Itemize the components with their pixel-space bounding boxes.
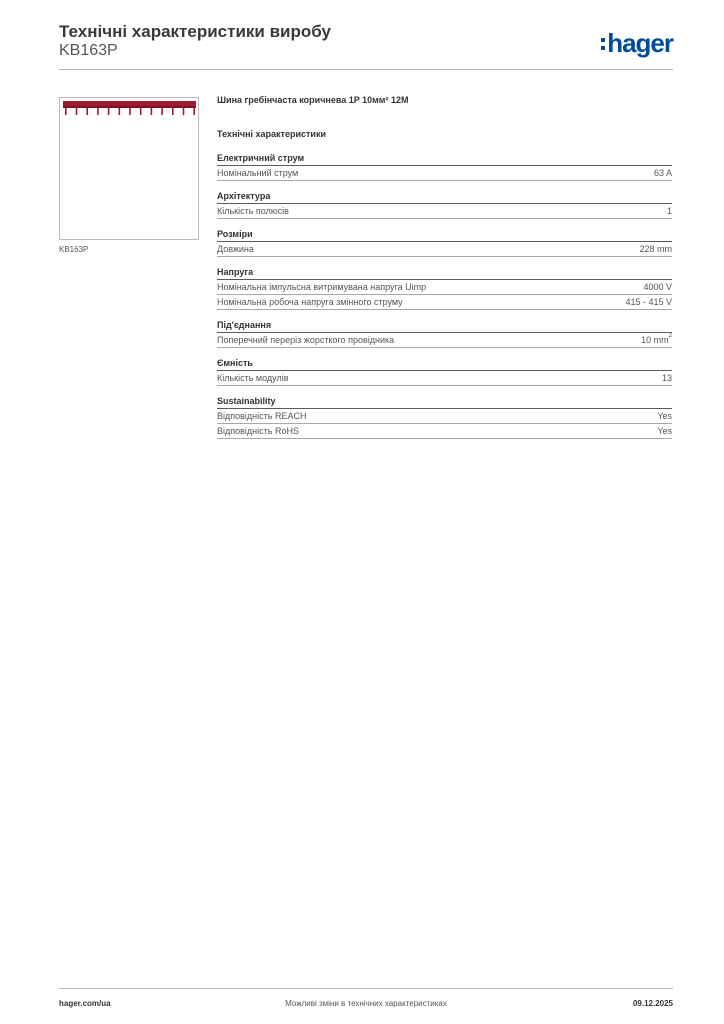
- spec-row: [217, 242, 672, 257]
- spec-value-text: 228 mm: [639, 244, 672, 254]
- spec-value-text: 415 - 415 V: [625, 297, 672, 307]
- group-title: Під'єднання: [217, 320, 672, 333]
- spec-value: [643, 280, 672, 294]
- spec-value: [625, 295, 672, 309]
- group-title: Напруга: [217, 267, 672, 280]
- product-name-text: Шина гребінчаста коричнева 1P 10мм² 12M: [217, 95, 409, 105]
- section-title: Технічні характеристики: [217, 129, 326, 139]
- group-title: Ємність: [217, 358, 672, 371]
- spec-row: [217, 409, 672, 424]
- spec-row: [217, 424, 672, 439]
- spec-label: Номінальний струм: [217, 168, 299, 178]
- logo-dots-icon: [601, 38, 605, 50]
- spec-label: Номінальна робоча напруга змінного струму: [217, 297, 403, 307]
- product-name: [217, 95, 672, 109]
- spec-label: Кількість полюсів: [217, 206, 289, 216]
- spec-value: [654, 166, 672, 180]
- spec-value: [657, 424, 672, 438]
- spec-group: [217, 153, 672, 181]
- spec-value: [657, 409, 672, 423]
- spec-group: [217, 358, 672, 386]
- spec-label: Поперечний переріз жорсткого провідника: [217, 335, 395, 345]
- product-image: [59, 97, 199, 240]
- spec-value-text: Yes: [657, 411, 672, 421]
- group-title: Sustainability: [217, 396, 672, 409]
- spec-value-text: Yes: [657, 426, 672, 436]
- spec-value-text: 4000 V: [643, 282, 672, 292]
- group-title: Архітектура: [217, 191, 672, 204]
- spec-group: [217, 229, 672, 257]
- spec-value: [662, 371, 672, 385]
- spec-value: [639, 242, 672, 256]
- image-caption: KB163P: [59, 245, 89, 254]
- page-title: Технічні характеристики виробу: [59, 22, 331, 41]
- footer-date: 09.12.2025: [632, 999, 673, 1008]
- hager-logo: [601, 28, 673, 58]
- spec-label: Довжина: [217, 244, 254, 254]
- spec-row: [217, 204, 672, 219]
- group-title: Електричний струм: [217, 153, 672, 166]
- spec-group: [217, 267, 672, 310]
- spec-group: [217, 320, 672, 348]
- spec-row: [217, 166, 672, 181]
- spec-value-unit-sup: 2: [668, 333, 672, 339]
- spec-value-text: 63 A: [653, 168, 672, 178]
- page-footer: [59, 988, 673, 1012]
- spec-label: Номінальна імпульсна витримувана напруга Uimp: [217, 282, 427, 292]
- page-header: [59, 20, 673, 70]
- footer-note: Можливі зміни в технічних характеристиках: [285, 999, 447, 1008]
- spec-value-text: 13: [661, 373, 672, 383]
- spec-groups: [217, 153, 672, 439]
- spec-group: [217, 191, 672, 219]
- group-title: Розміри: [217, 229, 672, 242]
- spec-label: Кількість модулів: [217, 373, 289, 383]
- spec-row: [217, 280, 672, 295]
- spec-value: [641, 333, 672, 347]
- spec-row: [217, 295, 672, 310]
- spec-row: [217, 371, 672, 386]
- spec-content: [217, 95, 672, 439]
- spec-row: [217, 333, 672, 348]
- spec-label: Відповідність RoHS: [217, 426, 299, 436]
- spec-label: Відповідність REACH: [217, 411, 307, 421]
- spec-value: [667, 204, 672, 218]
- product-code: KB163P: [59, 42, 118, 59]
- spec-value-text: 10 mm: [641, 335, 669, 345]
- logo-word: hager: [607, 28, 673, 58]
- spec-value-text: 1: [666, 206, 672, 216]
- spec-group: [217, 396, 672, 439]
- footer-website: hager.com/ua: [59, 999, 111, 1008]
- busbar-comb-image: [60, 98, 200, 241]
